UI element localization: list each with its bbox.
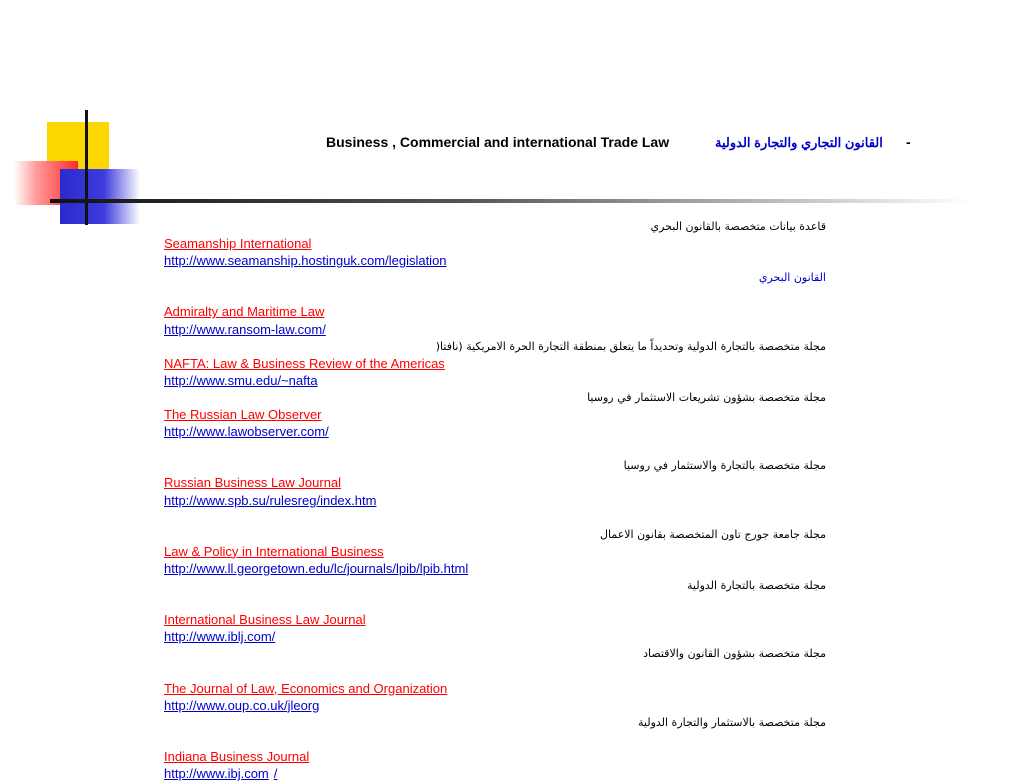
list-item: [164, 645, 826, 713]
entry-arabic-description: مجلة متخصصة بشؤون تشريعات الاستثمار في روسيا: [587, 390, 826, 404]
entry-url-link[interactable]: http://www.iblj.com/: [164, 629, 276, 645]
page-title-arabic: القانون التجاري والتجارة الدولية: [715, 135, 883, 150]
list-item: [164, 389, 826, 457]
entry-arabic-description: القانون البحري: [758, 271, 826, 285]
page-title-english: Business , Commercial and international Trade Law: [326, 134, 670, 150]
entry-title-link[interactable]: Admiralty and Maritime Law: [164, 304, 325, 320]
entry-url-link[interactable]: http://www.ibj.com: [164, 766, 269, 781]
entry-arabic-description: مجلة متخصصة بشؤون القانون والاقتصاد: [643, 647, 826, 661]
entry-url-link[interactable]: http://www.seamanship.hostinguk.com/legislation: [164, 253, 447, 269]
title-underline-rule: [50, 199, 970, 203]
spacer: [164, 594, 826, 611]
entry-arabic-description: قاعدة بيانات متخصصة بالقانون البحري: [650, 220, 826, 233]
entry-title-link[interactable]: Seamanship International: [164, 236, 312, 252]
entry-url-link[interactable]: http://www.oup.co.uk/jleorg: [164, 697, 320, 713]
decor-blue-block: [60, 169, 140, 224]
spacer: [164, 662, 826, 679]
entry-url-link[interactable]: http://www.lawobserver.com/: [164, 424, 329, 440]
title-dash: -: [906, 134, 911, 150]
spacer: [164, 731, 826, 748]
spacer: [164, 440, 826, 457]
entry-title-link[interactable]: International Business Law Journal: [164, 612, 366, 628]
list-item: [164, 526, 826, 577]
entry-arabic-description: مجلة متخصصة بالتجارة الدولية وتحديداً ما يتعلق بمنطقة التجارة الحرة الامريكية (نافتا(: [435, 339, 826, 353]
list-item: [164, 457, 826, 525]
list-item: [164, 269, 826, 337]
entry-url-link[interactable]: http://www.ll.georgetown.edu/lc/journals/lpib/lpib.html: [164, 560, 469, 576]
page-title: [326, 134, 916, 150]
entry-arabic-description: مجلة متخصصة بالتجارة الدولية: [687, 578, 826, 592]
entry-title-link[interactable]: Indiana Business Journal: [164, 748, 310, 764]
entry-url-link[interactable]: http://www.ransom-law.com/: [164, 321, 326, 337]
entry-title-link[interactable]: The Journal of Law, Economics and Organization: [164, 680, 448, 696]
list-item: [164, 714, 826, 782]
entry-arabic-description: مجلة متخصصة بالاستثمار والتجارة الدولية: [638, 715, 826, 729]
entry-title-link[interactable]: Russian Business Law Journal: [164, 475, 342, 491]
list-item: [164, 338, 826, 389]
entry-arabic-description: مجلة متخصصة بالتجارة والاستثمار في روسيا: [623, 459, 826, 473]
entry-title-link[interactable]: NAFTA: Law & Business Review of the Americas: [164, 355, 445, 371]
spacer: [164, 509, 826, 526]
entry-title-link[interactable]: The Russian Law Observer: [164, 407, 322, 423]
spacer: [164, 286, 826, 303]
resource-list: [164, 218, 826, 782]
entry-title-link[interactable]: Law & Policy in International Business: [164, 543, 384, 559]
entry-url-link[interactable]: http://www.smu.edu/~nafta: [164, 372, 318, 388]
entry-arabic-description: مجلة جامعة جورج تاون المتخصصة بقانون الاعمال: [599, 527, 826, 541]
decor-vertical-line: [85, 110, 88, 225]
entry-url-link[interactable]: http://www.spb.su/rulesreg/index.htm: [164, 492, 377, 508]
url-slash-link[interactable]: /: [273, 766, 278, 781]
list-item: [164, 218, 826, 269]
list-item: [164, 577, 826, 645]
